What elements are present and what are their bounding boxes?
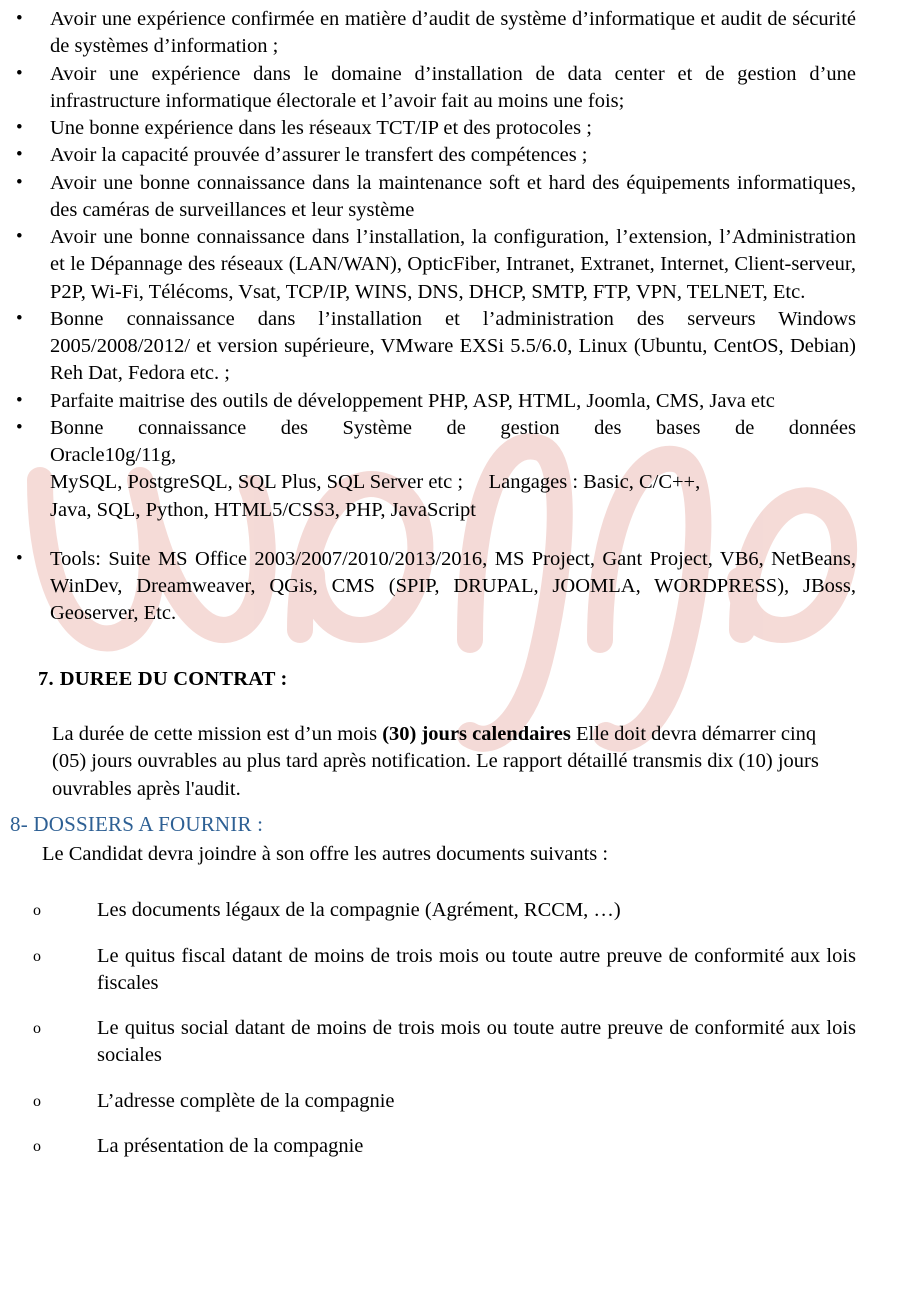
list-item-text: [50, 415, 922, 524]
bullet-marker: •: [16, 307, 23, 329]
databases-line-1: Bonne connaissance des Système de gestion des bases de données: [50, 416, 856, 439]
section-title: DUREE DU CONTRAT :: [59, 667, 288, 690]
bullet-marker: •: [16, 547, 23, 569]
dossiers-intro: Le Candidat devra joindre à son offre les autres documents suivants :: [42, 843, 609, 866]
list-item-databases: [0, 415, 922, 524]
list-item: [0, 170, 922, 225]
bullet-marker: •: [16, 416, 23, 438]
list-item-text: Tools: Suite MS Office 2003/2007/2010/2013/2016, MS Project, Gant Project, VB6, NetBeans, WinDev, Dreamweaver, QGis, CMS (SPIP, DRUPAL, JOOMLA, WORDPRESS), JBoss, Geoserver, Etc.: [50, 547, 856, 625]
circle-marker: o: [33, 902, 41, 919]
list-item-text: Les documents légaux de la compagnie (Agrément, RCCM, …): [97, 899, 621, 921]
qualifications-list: [0, 0, 922, 628]
duree-text-part1: La durée de cette mission est d’un mois: [52, 722, 383, 745]
list-item-tools: [0, 546, 922, 628]
list-item-text: Avoir une expérience dans le domaine d’installation de data center et de gestion d’une infrastructure informatique électorale et l’avoir fait au moins une fois;: [50, 62, 856, 112]
list-item-text: Avoir la capacité prouvée d’assurer le transfert des compétences ;: [50, 144, 588, 167]
list-item: [0, 306, 922, 388]
list-item: [0, 224, 922, 306]
circle-marker: o: [33, 1092, 41, 1110]
dossiers-list: [0, 897, 922, 1161]
list-item-text: Bonne connaissance dans l’installation et l’administration des serveurs Windows 2005/2008/2012/ et version supérieure, VMware EXSi 5.5/6.0, Linux (Ubuntu, CentOS, Debian) Reh Dat, Fedora etc. ;: [50, 307, 856, 385]
spacer: [0, 804, 922, 812]
bullet-marker: •: [16, 62, 23, 84]
list-item: [0, 142, 922, 169]
list-item: [0, 6, 922, 61]
section-heading-duree: [0, 668, 922, 691]
list-item: [0, 943, 922, 998]
list-item: [0, 388, 922, 415]
duree-text-bold: (30) jours calendaires: [382, 722, 571, 745]
duree-paragraph: [0, 721, 922, 805]
list-item-text: Avoir une expérience confirmée en matière d’audit de système d’informatique et audit de sécurité de systèmes d’information ;: [50, 8, 856, 58]
list-item-text: Une bonne expérience dans les réseaux TCT/IP et des protocoles ;: [50, 117, 592, 139]
list-item: [0, 1133, 922, 1161]
bullet-marker: •: [16, 8, 23, 29]
bullet-marker: •: [16, 117, 23, 138]
list-item: [0, 115, 922, 142]
bullet-marker: •: [16, 226, 23, 247]
circle-marker: o: [33, 1138, 41, 1156]
bullet-marker: •: [16, 171, 23, 193]
spacer: [0, 628, 922, 668]
spacer: [0, 524, 922, 546]
bullet-marker: •: [16, 389, 23, 411]
list-item-text: Le quitus social datant de moins de trois mois ou toute autre preuve de conformité aux lois sociales: [97, 1017, 856, 1067]
section-number: 7.: [38, 667, 54, 690]
databases-line-3: MySQL, PostgreSQL, SQL Plus, SQL Server etc ; Langages : Basic, C/C++,: [50, 471, 701, 494]
spacer: [0, 869, 922, 897]
bullet-marker: •: [16, 144, 23, 166]
databases-line-4: Java, SQL, Python, HTML5/CSS3, PHP, JavaScript: [50, 498, 476, 521]
list-item: [0, 1015, 922, 1070]
list-item: [0, 1088, 922, 1116]
duree-text-part2: Elle doit devra démarrer cinq (05) jours ouvrables au plus tard après notification. Le rapport détaillé transmis dix (10) jours ouvrables après l'audit.: [52, 722, 819, 801]
list-item-text: Parfaite maitrise des outils de développement PHP, ASP, HTML, Joomla, CMS, Java etc: [50, 389, 775, 412]
list-item-text: Avoir une bonne connaissance dans la maintenance soft et hard des équipements informatiques, des caméras de surveillances et leur système: [50, 171, 856, 221]
list-item-text: La présentation de la compagnie: [97, 1135, 364, 1158]
list-item-text: Le quitus fiscal datant de moins de trois mois ou toute autre preuve de conformité aux lois fiscales: [97, 944, 856, 994]
list-item: [0, 897, 922, 925]
circle-marker: o: [33, 1020, 41, 1038]
databases-line-2: Oracle10g/11g,: [50, 444, 177, 466]
list-item: [0, 61, 922, 116]
list-item-text: L’adresse complète de la compagnie: [97, 1089, 395, 1112]
spacer: [0, 691, 922, 721]
section-heading-dossiers: 8- DOSSIERS A FOURNIR :: [10, 812, 264, 837]
circle-marker: o: [33, 947, 41, 965]
list-item-text: Avoir une bonne connaissance dans l’installation, la configuration, l’extension, l’Administration et le Dépannage des réseaux (LAN/WAN), OpticFiber, Intranet, Extranet, Internet, Client-serveur, P2P, Wi-Fi, Télécoms, Vsat, TCP/IP, WINS, DNS, DHCP, SMTP, FTP, VPN, TELNET, Etc.: [50, 226, 856, 303]
